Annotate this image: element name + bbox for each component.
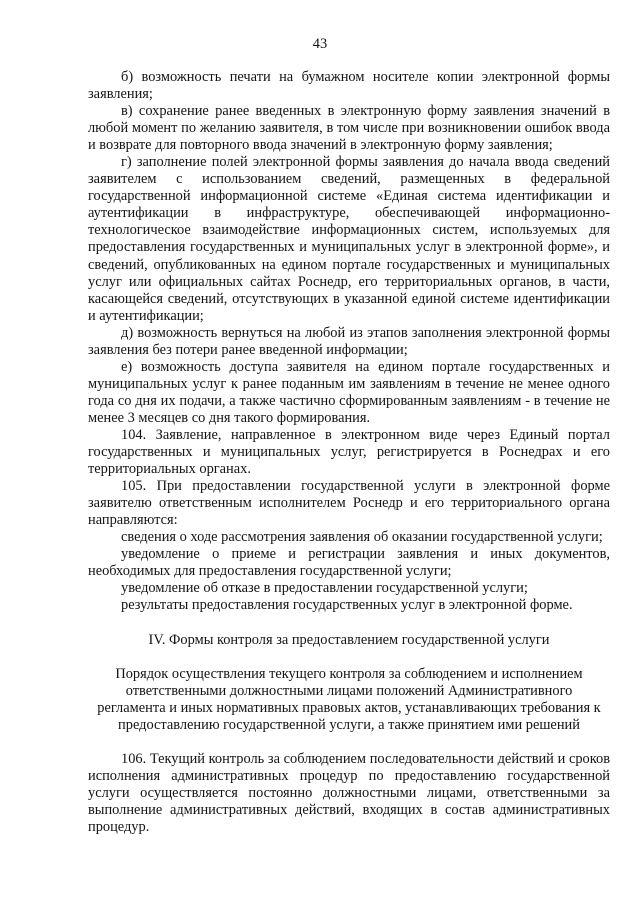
document-body <box>88 69 610 836</box>
list-item-results: результаты предоставления государственных услуг в электронной форме. <box>121 597 573 614</box>
paragraph-104: 104. Заявление, направленное в электронном виде через Единый портал государственных и муниципальных услуг, регистрируется в Роснедрах и его территориальных органах. <box>88 426 610 478</box>
section-title: IV. Формы контроля за предоставлением государственной услуги <box>148 631 550 648</box>
paragraph-106: 106. Текущий контроль за соблюдением последовательности действий и сроков исполнения административных процедур по предоставлению государственной услуги осуществляется постоянно должностными лицами, ответственными за выполнение административных действий, входящих в состав административных процедур. <box>88 750 610 835</box>
subheading: Порядок осуществления текущего контроля за соблюдением и исполнением ответственными должностными лицами положений Административного регламента и иных нормативных правовых актов, устанавливающих требования к предоставлению государственной услуги, а также принятием ими решений <box>97 665 601 733</box>
list-item-status-info: сведения о ходе рассмотрения заявления об оказании государственной услуги; <box>121 529 603 546</box>
list-item-receipt-notice: уведомление о приеме и регистрации заявления и иных документов, необходимых для предоставления государственной услуги; <box>88 546 610 580</box>
paragraph-d: д) возможность вернуться на любой из этапов заполнения электронной формы заявления без потери ранее введенной информации; <box>88 324 610 358</box>
paragraph-105: 105. При предоставлении государственной услуги в электронной форме заявителю ответственным исполнителем Роснедр и его территориального органа направляются: <box>88 478 610 529</box>
list-item-refusal-notice: уведомление об отказе в предоставлении государственной услуги; <box>121 580 528 597</box>
paragraph-g: г) заполнение полей электронной формы заявления до начала ввода сведений заявителем с использованием сведений, размещенных в федеральной государственной информационной системе «Единая система идентификации и аутентификации в инфраструктуре, обеспечивающей информационно-технологическое взаимодействие информационных систем, используемых для предоставления государственных и муниципальных услуг в электронной форме», и сведений, опубликованных на едином портале государственных и муниципальных услуг или официальных сайтах Роснедр, его территориальных органов, в части, касающейся сведений, отсутствующих в указанной единой системе идентификации и аутентификации; <box>88 154 610 324</box>
paragraph-b: б) возможность печати на бумажном носителе копии электронной формы заявления; <box>88 69 610 103</box>
page-number: 43 <box>312 36 328 52</box>
paragraph-e: е) возможность доступа заявителя на едином портале государственных и муниципальных услуг к ранее поданным им заявлениям в течение не менее одного года со дня их подачи, а также частично сформированным заявлениям - в течение не менее 3 месяцев со дня такого формирования. <box>88 358 610 426</box>
paragraph-v: в) сохранение ранее введенных в электронную форму заявления значений в любой момент по желанию заявителя, в том числе при возникновении ошибок ввода и возврате для повторного ввода значений в электронную форму заявления; <box>88 103 610 154</box>
